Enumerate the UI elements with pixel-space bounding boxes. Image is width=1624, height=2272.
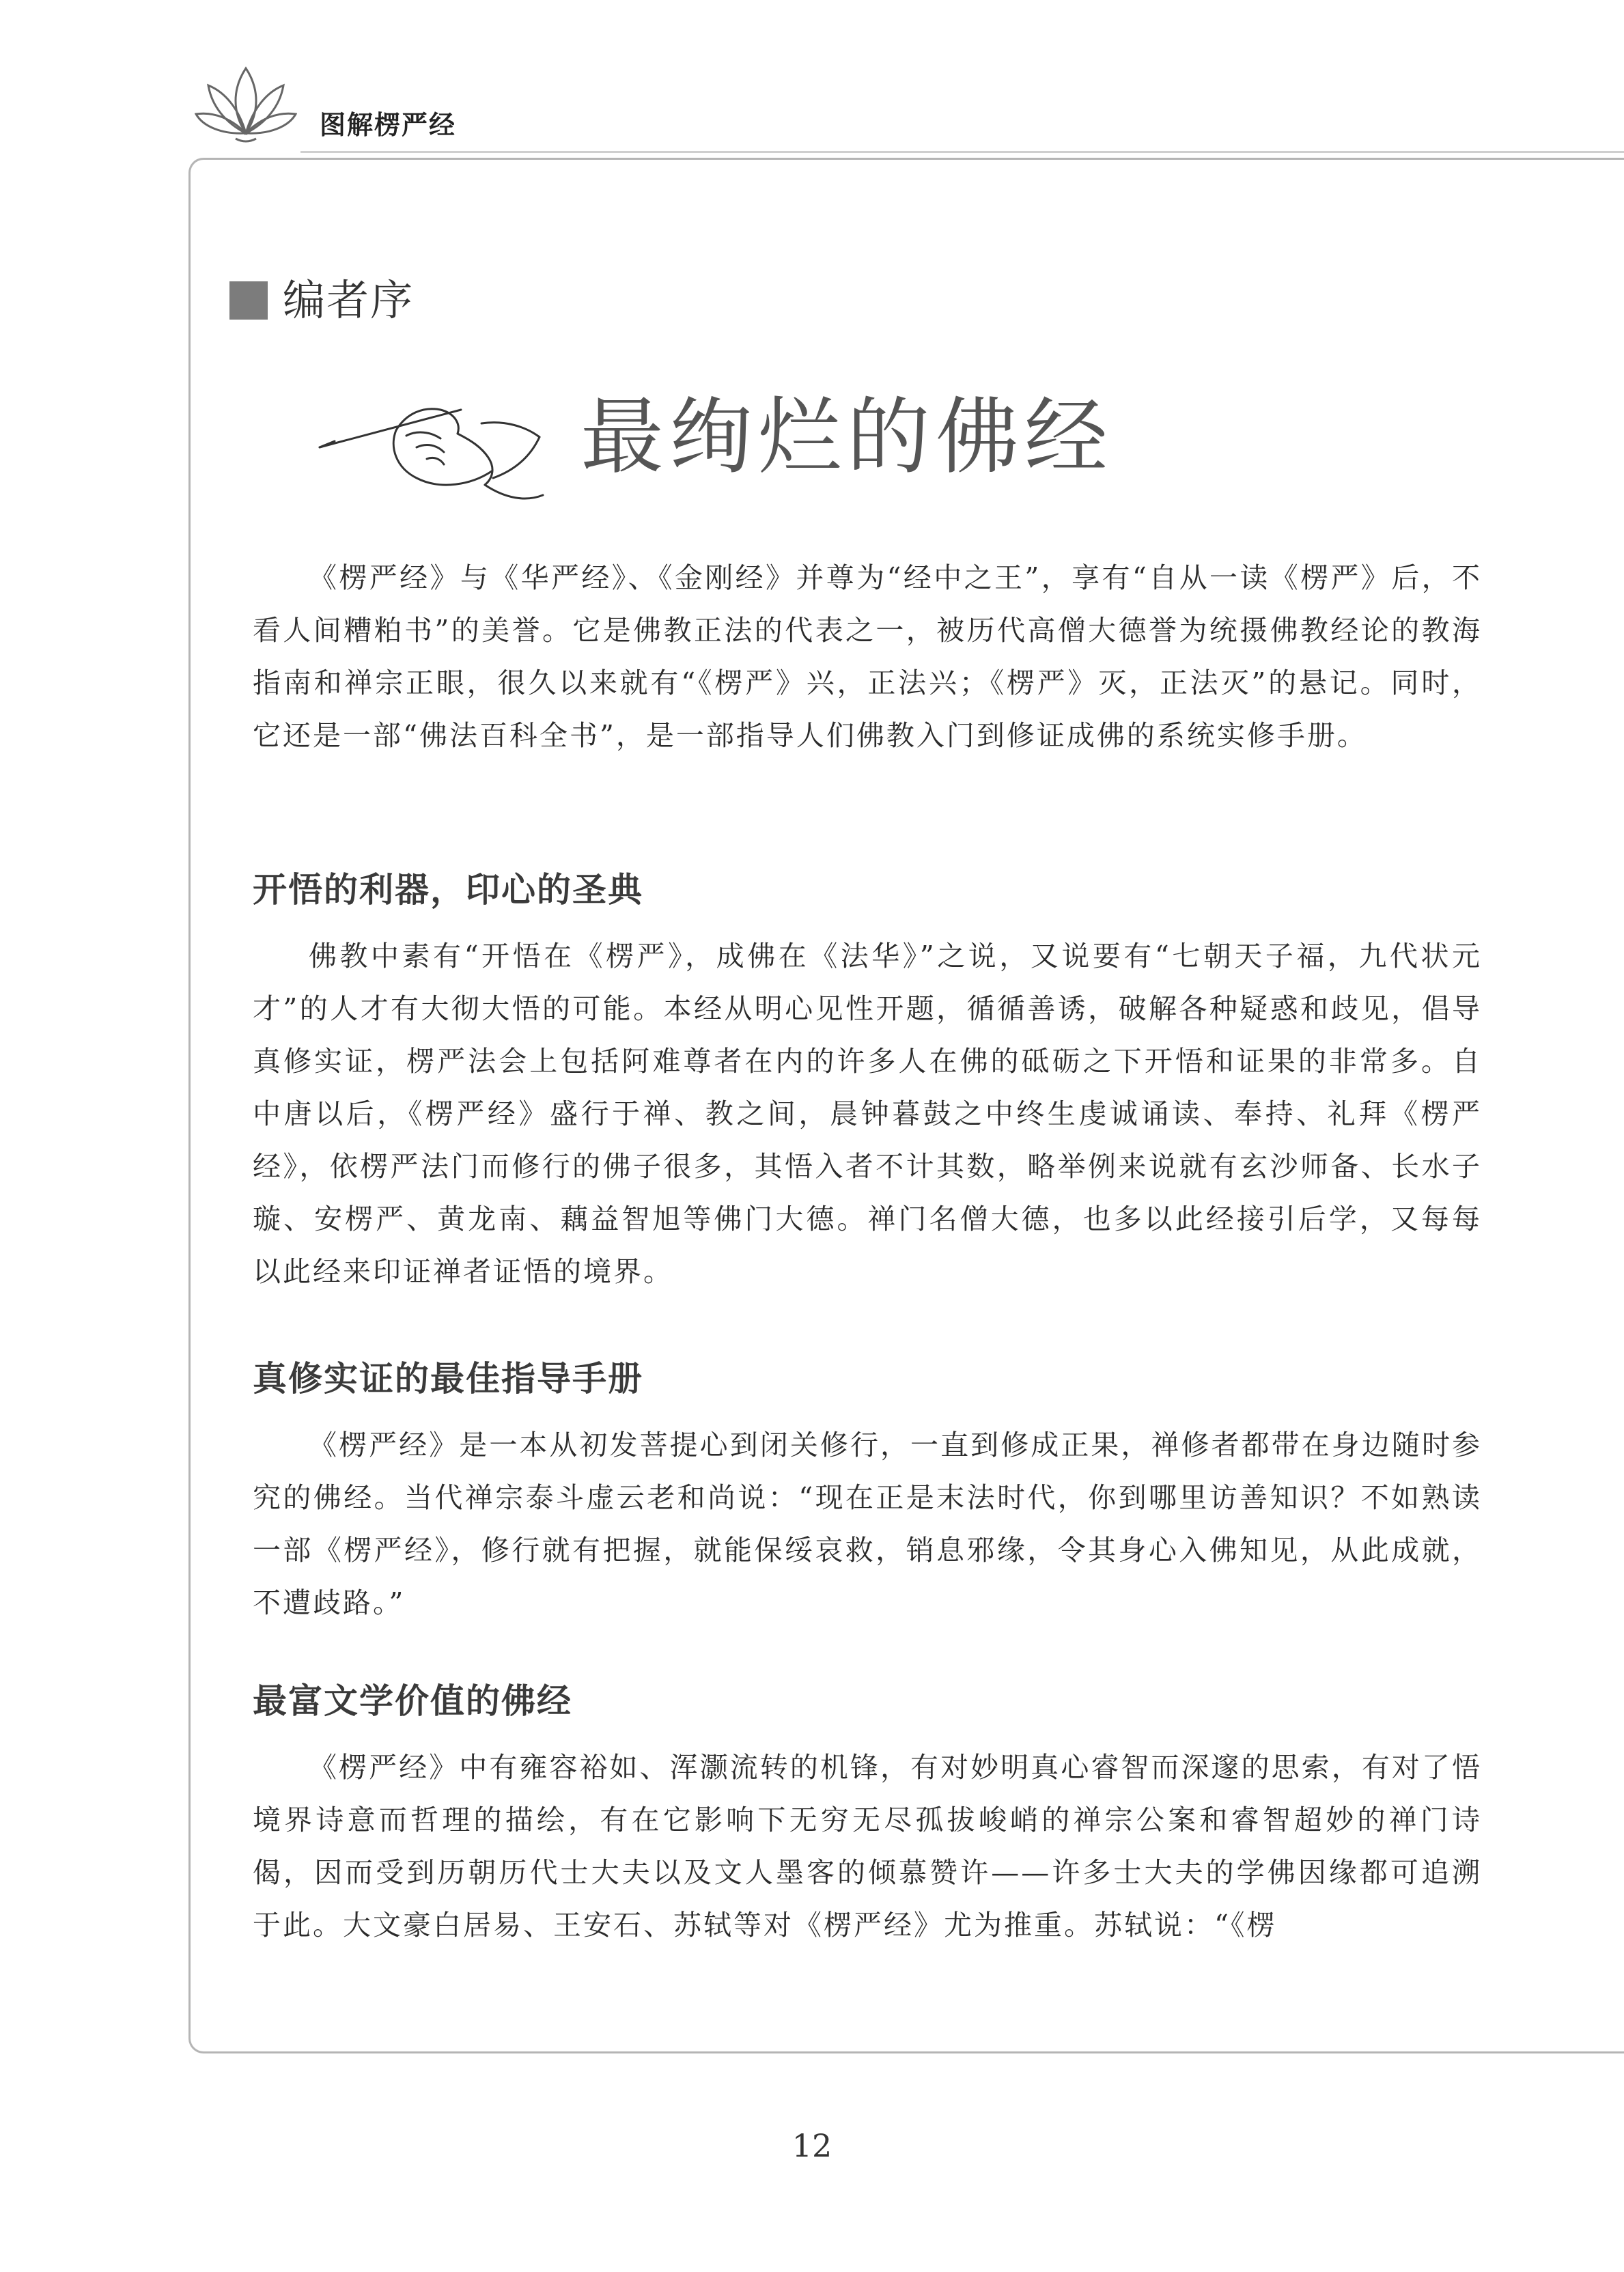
- section-paragraph-3: 《楞严经》中有雍容裕如、浑灏流转的机锋，有对妙明真心睿智而深邃的思索，有对了悟境界诗意而哲理的描绘，有在它影响下无穷无尽孤拔峻峭的禅宗公案和睿智超妙的禅门诗偈，因而受到历朝历代士大夫以及文人墨客的倾慕赞许——许多士大夫的学佛因缘都可追溯于此。大文豪白居易、王安石、苏轼等对《楞严经》尤为推重。苏轼说：“《楞: [253, 1751, 1482, 1941]
- section-marker: [229, 281, 268, 320]
- section-heading-3: 最富文学价值的佛经: [253, 1681, 572, 1721]
- page-number: 12: [792, 2127, 832, 2164]
- section-body-block-1: [253, 930, 1482, 1298]
- section-heading-2: 真修实证的最佳指导手册: [253, 1359, 643, 1399]
- intro-block: [253, 552, 1482, 762]
- section-heading-1: 开悟的利器，印心的圣典: [253, 870, 643, 910]
- section-paragraph-2: 《楞严经》是一本从初发菩提心到闭关修行，一直到修成正果，禅修者都带在身边随时参究的佛经。当代禅宗泰斗虚云老和尚说：“现在正是末法时代，你到哪里访善知识？不如熟读一部《楞严经》，修行就有把握，就能保绥哀救，销息邪缘，令其身心入佛知见，从此成就，不遭歧路。”: [253, 1429, 1482, 1619]
- hand-holding-pen-icon: [314, 382, 546, 512]
- book-title: 图解楞严经: [320, 110, 457, 140]
- section-body-block-3: [253, 1741, 1482, 1952]
- lotus-flower-icon: [195, 58, 297, 147]
- main-title: 最绚烂的佛经: [580, 389, 1113, 486]
- header-divider: [300, 151, 1624, 153]
- section-body-block-2: [253, 1419, 1482, 1629]
- section-label: 编者序: [283, 275, 415, 325]
- intro-paragraph: 《楞严经》与《华严经》、《金刚经》并尊为“经中之王”，享有“自从一读《楞严》后，不看人间糟粕书”的美誉。它是佛教正法的代表之一，被历代高僧大德誉为统摄佛教经论的教海指南和禅宗正眼，很久以来就有“《楞严》兴，正法兴；《楞严》灭，正法灭”的悬记。同时，它还是一部“佛法百科全书”，是一部指导人们佛教入门到修证成佛的系统实修手册。: [253, 561, 1482, 752]
- section-paragraph-1: 佛教中素有“开悟在《楞严》，成佛在《法华》”之说，又说要有“七朝天子福，九代状元才”的人才有大彻大悟的可能。本经从明心见性开题，循循善诱，破解各种疑惑和歧见，倡导真修实证，楞严法会上包括阿难尊者在内的许多人在佛的砥砺之下开悟和证果的非常多。自中唐以后，《楞严经》盛行于禅、教之间，晨钟暮鼓之中终生虔诚诵读、奉持、礼拜《楞严经》，依楞严法门而修行的佛子很多，其悟入者不计其数，略举例来说就有玄沙师备、长水子璇、安楞严、黄龙南、藕益智旭等佛门大德。禅门名僧大德，也多以此经接引后学，又每每以此经来印证禅者证悟的境界。: [253, 940, 1482, 1288]
